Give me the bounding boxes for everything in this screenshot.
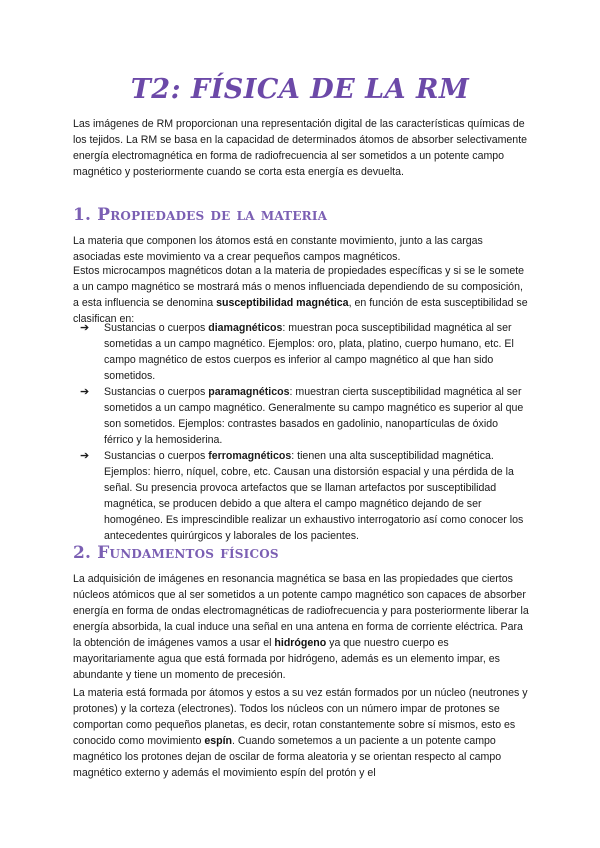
item-text: : tienen una alta susceptibilidad magnética. Ejemplos: hierro, níquel, cobre, etc. Causan una distorsión espacial y una pérdida de la señal. Su presencia provoca artefactos que se llaman artefactos por susceptibilidad magnética, se producen debido a que altera el campo magnético dejando de ser homogéneo. Es imprescindible realizar un exhaustivo interrogatorio así como conocer los antecedentes quirúrgicos y laborales de los pacientes. xyxy=(104,450,524,542)
paragraph-text: La materia está formada por átomos y estos a su vez están formados por un núcleo (neutrones y protones) y la corteza (electrones). Todos los núcleos con un número impar de protones se comportan como pequeños planetas, es decir, rotan constantemente sobre sí mismos, esto es conocido como movimiento xyxy=(73,687,528,747)
paragraph-text: La adquisición de imágenes en resonancia magnética se basa en las propiedades que ciertos núcleos atómicos que al ser sometidos a un potente campo magnético son capaces de absorber energía en forma de ondas electromagnéticas de radiofrecuencia y para posteriormente liberar la energía absorbida, la cual induce una señal en una antena en forma de corriente eléctrica. Para la obtención de imágenes vamos a usar el xyxy=(73,573,529,649)
arrow-bullet-icon: ➔ xyxy=(80,450,90,462)
arrow-bullet-icon: ➔ xyxy=(80,322,90,334)
section-heading-fundamentals: 2. Fundamentos físicos xyxy=(73,543,279,563)
substance-list xyxy=(80,320,530,544)
section-heading-properties: 1. Propiedades de la materia xyxy=(73,205,328,225)
bold-term-diamagnetic: diamagnéticos xyxy=(208,322,283,334)
paragraph-text: Estos microcampos magnéticos dotan a la materia de propiedades específicas y si se le somete a un campo magnético se mostrará más o menos influenciada dependiendo de su composición, a esta influencia se denomina xyxy=(73,265,525,309)
item-text: : muestran poca susceptibilidad magnética al ser sometidas a un campo magnético. Ejemplos: oro, plata, platino, cuerpo humano, etc. El campo magnético de estos cuerpos es inferior al campo magnético al que han sido sometidos. xyxy=(104,322,514,382)
paragraph-text: . Cuando sometemos a un paciente a un potente campo magnético los protones dejan de oscilar de forma aleatoria y se orientan respecto al campo magnético externo y además el movimiento espín del protón y el xyxy=(73,735,502,779)
arrow-bullet-icon: ➔ xyxy=(80,386,90,398)
item-text: : muestran cierta susceptibilidad magnética al ser sometidos a un campo magnético. Generalmente su campo magnético es superior al que son sometidos. Ejemplos: contrastes basados en gadolinio, nanopartículas de óxido férrico y la hemosiderina. xyxy=(104,386,524,446)
intro-paragraph: Las imágenes de RM proporcionan una representación digital de las características químicas de los tejidos. La RM se basa en la capacidad de determinados átomos de absorber selectivamente energía electromagnética en forma de radiofrecuencia al ser sometidos a un potente campo magnético y posteriormente cuando se corta esta energía es devuelta. xyxy=(73,118,528,178)
bold-term-ferromagnetic: ferromagnéticos xyxy=(208,450,292,462)
item-text: Sustancias o cuerpos xyxy=(104,450,209,462)
item-text: Sustancias o cuerpos xyxy=(104,322,209,334)
bold-term-hydrogen: hidrógeno xyxy=(274,637,327,649)
properties-paragraph-2 xyxy=(73,263,530,327)
paragraph-text: , en función de esta susceptibilidad se clasifican en: xyxy=(73,297,528,325)
fundamentals-paragraph-2 xyxy=(73,685,530,781)
bold-term-susceptibility: susceptibilidad magnética xyxy=(216,297,349,309)
list-item-ferromagnetic xyxy=(80,448,530,544)
list-item-diamagnetic xyxy=(80,320,530,384)
item-text: Sustancias o cuerpos xyxy=(104,386,209,398)
page-title: T2: FÍSICA DE LA RM xyxy=(130,74,470,105)
list-item-paramagnetic xyxy=(80,384,530,448)
bold-term-paramagnetic: paramagnéticos xyxy=(208,386,290,398)
bold-term-spin: espín xyxy=(204,735,232,747)
fundamentals-paragraph-1 xyxy=(73,571,530,683)
paragraph-text: ya que nuestro cuerpo es mayoritariamente agua que está formada por hidrógeno, además es un elemento impar, es abundante y tiene un momento de precesión. xyxy=(73,637,500,681)
properties-paragraph-1: La materia que componen los átomos está en constante movimiento, junto a las cargas asociadas este movimiento va a crear pequeños campos magnéticos. xyxy=(73,235,483,263)
